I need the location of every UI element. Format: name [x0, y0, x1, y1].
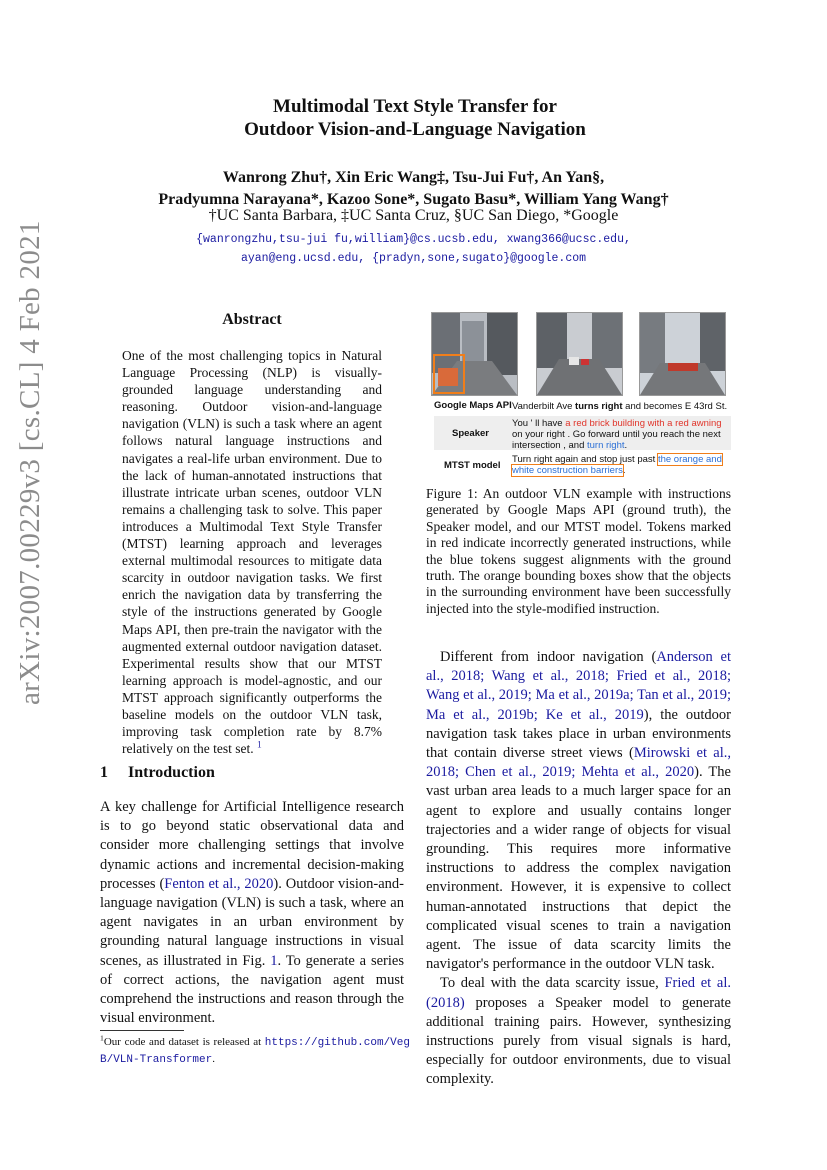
citation-link[interactable]: Fried et al. (2018) — [426, 975, 731, 1011]
mtst-text-1: Turn right again and stop just past — [512, 454, 658, 465]
citation-link[interactable]: Anderson et al., 2018; Wang et al., 2018; Fried et al., 2018; Wang et al., 2019; Ma et al., 2019a; Tan et al., 2019; Ma et al., 2019b; Ke et al., 2019 — [426, 649, 732, 723]
abstract-footnote-mark[interactable]: 1 — [256, 740, 262, 751]
right-paragraph-1 — [426, 648, 731, 974]
street-view-image-2 — [536, 312, 623, 396]
authors-line-1: Wanrong Zhu†, Xin Eric Wang‡, Tsu-Jui Fu†, An Yan§, — [222, 169, 605, 186]
title-line-2: Outdoor Vision-and-Language Navigation — [244, 119, 586, 140]
footnote — [100, 1034, 410, 1068]
arxiv-sidebar-id: arXiv:2007.00229v3 [cs.CL] 4 Feb 2021 — [14, 220, 46, 705]
mtst-text-blue: the orange and white construction barriers — [512, 454, 722, 476]
figure-ref-link[interactable]: 1 — [270, 952, 278, 969]
row-text-google-maps — [512, 401, 727, 412]
figure-row-speaker — [434, 416, 731, 450]
abstract-heading: Abstract — [222, 311, 282, 328]
section-title: Introduction — [128, 764, 215, 781]
emails-line-1: {wanrongzhu,tsu-jui fu,william}@cs.ucsb.edu, xwang366@ucsc.edu, — [196, 233, 631, 246]
rc-p1-text-c: ). The vast urban area leads to a much larger space for an agent to explore and usually contains longer trajectories and a wider range of objects for visual grounding. This requires more informative instructions to address the complex navigation environment. However, it is expensive to collect human-annotated instructions that depict the complicated visual scenes to train a navigation agent. The issue of data scarcity limits the navigator's performance in the outdoor VLN task. — [426, 764, 731, 973]
row-label-mtst: MTST model — [444, 460, 501, 471]
speaker-text-5: . — [624, 440, 628, 451]
figure-1 — [426, 312, 731, 482]
rc-p1-text-b: ), the outdoor navigation task takes place in urban environments that contain diverse street views ( — [426, 706, 732, 762]
figure-row-mtst — [434, 454, 731, 478]
footnote-text: Our code and dataset is released at — [103, 1036, 265, 1048]
section-heading — [100, 764, 215, 782]
figure-1-caption: Figure 1: An outdoor VLN example with instructions generated by Google Maps API (ground truth), the Speaker model, and our MTST model. Tokens marked in red indicate incorrectly generated instructions, while the blue tokens suggest alignments with the ground truth. The orange bounding boxes show that the objects in the surrounding environment have been successfully injected into the style-modified instruction. — [426, 486, 731, 616]
street-view-image-3 — [639, 312, 726, 396]
row-label-speaker: Speaker — [452, 428, 489, 439]
footnote-end: . — [212, 1053, 215, 1065]
footnote-rule — [100, 1030, 184, 1031]
rc-p1-text-a: Different from indoor navigation ( — [440, 649, 657, 665]
paper-title — [150, 95, 680, 141]
rc-p2-text-a: To deal with the data scarcity issue, — [440, 975, 665, 992]
abstract-text: One of the most challenging topics in Natural Language Processing (NLP) is visually-grounded language understanding and reasoning. Outdoor vision-and-language navigation (VLN) is such a task where an agent follows natural language instructions and navigates a real-life urban environment. Due to the lack of human-annotated instructions that illustrate intricate urban scenes, outdoor VLN remains a challenging task to solve. This paper introduces a Multimodal Text Style Transfer (MTST) learning approach and leverages external multimodal resources to mitigate data scarcity in outdoor navigation tasks. We first enrich the navigation data by transferring the style of the instructions generated by Google Maps API, then pre-train the navigator with the augmented external outdoor navigation dataset. Experimental results show that our MTST learning approach is model-agnostic, and our MTST approach significantly outperforms the baseline models on the outdoor VLN task, improving task completion rate by 8.7% relatively on the test set. — [122, 348, 382, 757]
abstract-body — [122, 347, 382, 757]
affiliations: †UC Santa Barbara, ‡UC Santa Cruz, §UC San Diego, *Google — [208, 207, 619, 224]
intro-text-3: . To generate a series of correct actions, the navigation agent must comprehend the instructions and reason through the visual environment. — [100, 952, 404, 1027]
row-label-google-maps: Google Maps API — [434, 400, 512, 411]
footnote-mark: 1 — [100, 1033, 104, 1043]
authors-line-2: Pradyumna Narayana*, Kazoo Sone*, Sugato Basu*, William Yang Wang† — [158, 191, 669, 208]
rc-p2-text-b: proposes a Speaker model to generate additional training pairs. However, synthesizing instructions purely from visual signals is hard, especially for outdoor environments, due to visual complexity. — [426, 994, 731, 1088]
gm-text-pre: Vanderbilt Ave — [512, 401, 576, 412]
street-view-image-1 — [431, 312, 518, 396]
speaker-text-red: a red brick building with a red awning — [565, 418, 722, 429]
footnote-url-link[interactable]: https://github.com/VegB/VLN-Transformer — [100, 1037, 410, 1066]
intro-paragraph — [100, 798, 404, 1028]
right-paragraph-2 — [426, 974, 731, 1089]
intro-text-1: A key challenge for Artificial Intelligence research is to go beyond static observational data and consider more challenging settings that involve dynamic actions and incremental decision-making processes ( — [100, 799, 404, 892]
citation-link[interactable]: Mirowski et al., 2018; Chen et al., 2019; Mehta et al., 2020 — [426, 745, 731, 781]
intro-text-2: ). Outdoor vision-and-language navigation (VLN) is such a task, where an agent navigates in an urban environment by grounding natural language instructions in visual scenes, as illustrated in Fig. — [100, 875, 404, 969]
author-list — [100, 167, 727, 211]
mtst-text-3: . — [622, 465, 626, 476]
gm-text-bold: turns right — [575, 401, 623, 412]
speaker-text-blue: turn right — [587, 440, 625, 451]
title-line-1: Multimodal Text Style Transfer for — [273, 96, 557, 117]
speaker-text-1: You ' ll have — [512, 418, 566, 429]
author-emails — [120, 230, 707, 268]
row-text-mtst — [512, 454, 727, 476]
emails-line-2: ayan@eng.ucsd.edu, {pradyn,sone,sugato}@google.com — [240, 252, 587, 265]
right-column-body — [426, 648, 731, 1090]
row-text-speaker — [512, 418, 727, 451]
citation-link[interactable]: Fenton et al., 2020 — [164, 875, 274, 892]
speaker-text-3: on your right . Go forward until you reach the next intersection , and — [512, 429, 721, 451]
gm-text-post: and becomes E 43rd St. — [622, 401, 728, 412]
section-number: 1 — [100, 764, 108, 781]
